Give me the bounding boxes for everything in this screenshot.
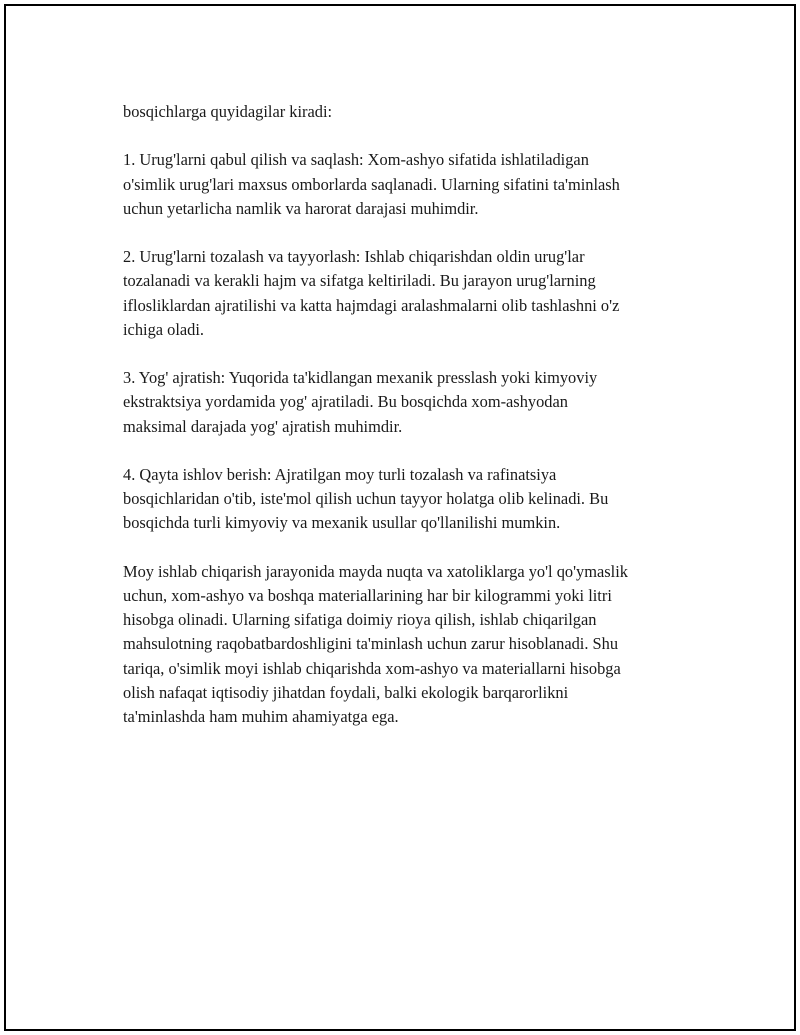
text-line: ifloslikl​ardan ajratilishi va katta hajmdagi aralashmalarni olib tashlashni o'z bbox=[123, 295, 620, 315]
text-line: bosqichlaridan o'tib, iste'mol qilish uchun tayyor holatga olib kelinadi. Bu bbox=[123, 489, 609, 509]
text-line: 4. Qayta ishlov berish: Ajratilgan moy turli tozalash va rafinatsiya bbox=[123, 464, 557, 484]
text-line: 2. Urug'larni tozalash va tayyorlash: Ishlab chiqarishdan oldin urug'lar bbox=[123, 247, 585, 267]
page-frame bbox=[4, 4, 796, 1031]
text-line: 1. Urug'larni qabul qilish va saqlash: Xom-ashyo sifatida ishlatiladigan bbox=[123, 150, 589, 170]
text-line: mahsulotning raqobatbardoshligini ta'minlash uchun zarur hisoblanadi. Shu bbox=[123, 634, 619, 654]
document-body bbox=[123, 100, 703, 753]
paragraph-step-4 bbox=[123, 463, 703, 536]
text-line: o'simlik urug'lari maxsus omborlarda saqlanadi. Ularning sifatini ta'minlash bbox=[123, 174, 620, 194]
text-line: maksimal darajada yog' ajratish muhimdir. bbox=[123, 416, 403, 436]
paragraph-step-2 bbox=[123, 245, 703, 342]
text-line: tozalanadi va kerakli hajm va sifatga keltiriladi. Bu jarayon urug'larning bbox=[123, 271, 596, 291]
paragraph-step-1 bbox=[123, 148, 703, 221]
paragraph-conclusion bbox=[123, 560, 703, 729]
text-line: uchun yetarlicha namlik va harorat darajasi muhimdir. bbox=[123, 198, 479, 218]
paragraph-step-3 bbox=[123, 366, 703, 439]
text-line: ekstraktsiya yordamida yog' ajratiladi. Bu bosqichda xom-ashyodan bbox=[123, 392, 568, 412]
text-line: Moy ishlab chiqarish jarayonida mayda nuqta va xatoliklarga yo'l qo'ymaslik bbox=[123, 561, 628, 581]
text-line: bosqichda turli kimyoviy va mexanik usullar qo'llanilishi mumkin. bbox=[123, 513, 561, 533]
text-line: uchun, xom-ashyo va boshqa materiallarining har bir kilogrammi yoki litri bbox=[123, 585, 612, 605]
text-line: olish nafaqat iqtisodiy jihatdan foydali, balki ekologik barqarorlikni bbox=[123, 682, 569, 702]
text-line: tariqa, o'simlik moyi ishlab chiqarishda xom-ashyo va materiallarni hisobga bbox=[123, 658, 621, 678]
text-line: ichiga oladi. bbox=[123, 319, 205, 339]
text-line: 3. Yog' ajratish: Yuqorida ta'kidlangan mexanik presslash yoki kimyoviy bbox=[123, 368, 598, 388]
text-line: ta'minlashda ham muhim ahamiyatga ega. bbox=[123, 707, 399, 726]
intro-paragraph bbox=[123, 100, 703, 124]
text-line: bosqichlarga quyidagilar kiradi: bbox=[123, 102, 333, 121]
text-line: hisobga olinadi. Ularning sifatiga doimiy rioya qilish, ishlab chiqarilgan bbox=[123, 610, 597, 630]
